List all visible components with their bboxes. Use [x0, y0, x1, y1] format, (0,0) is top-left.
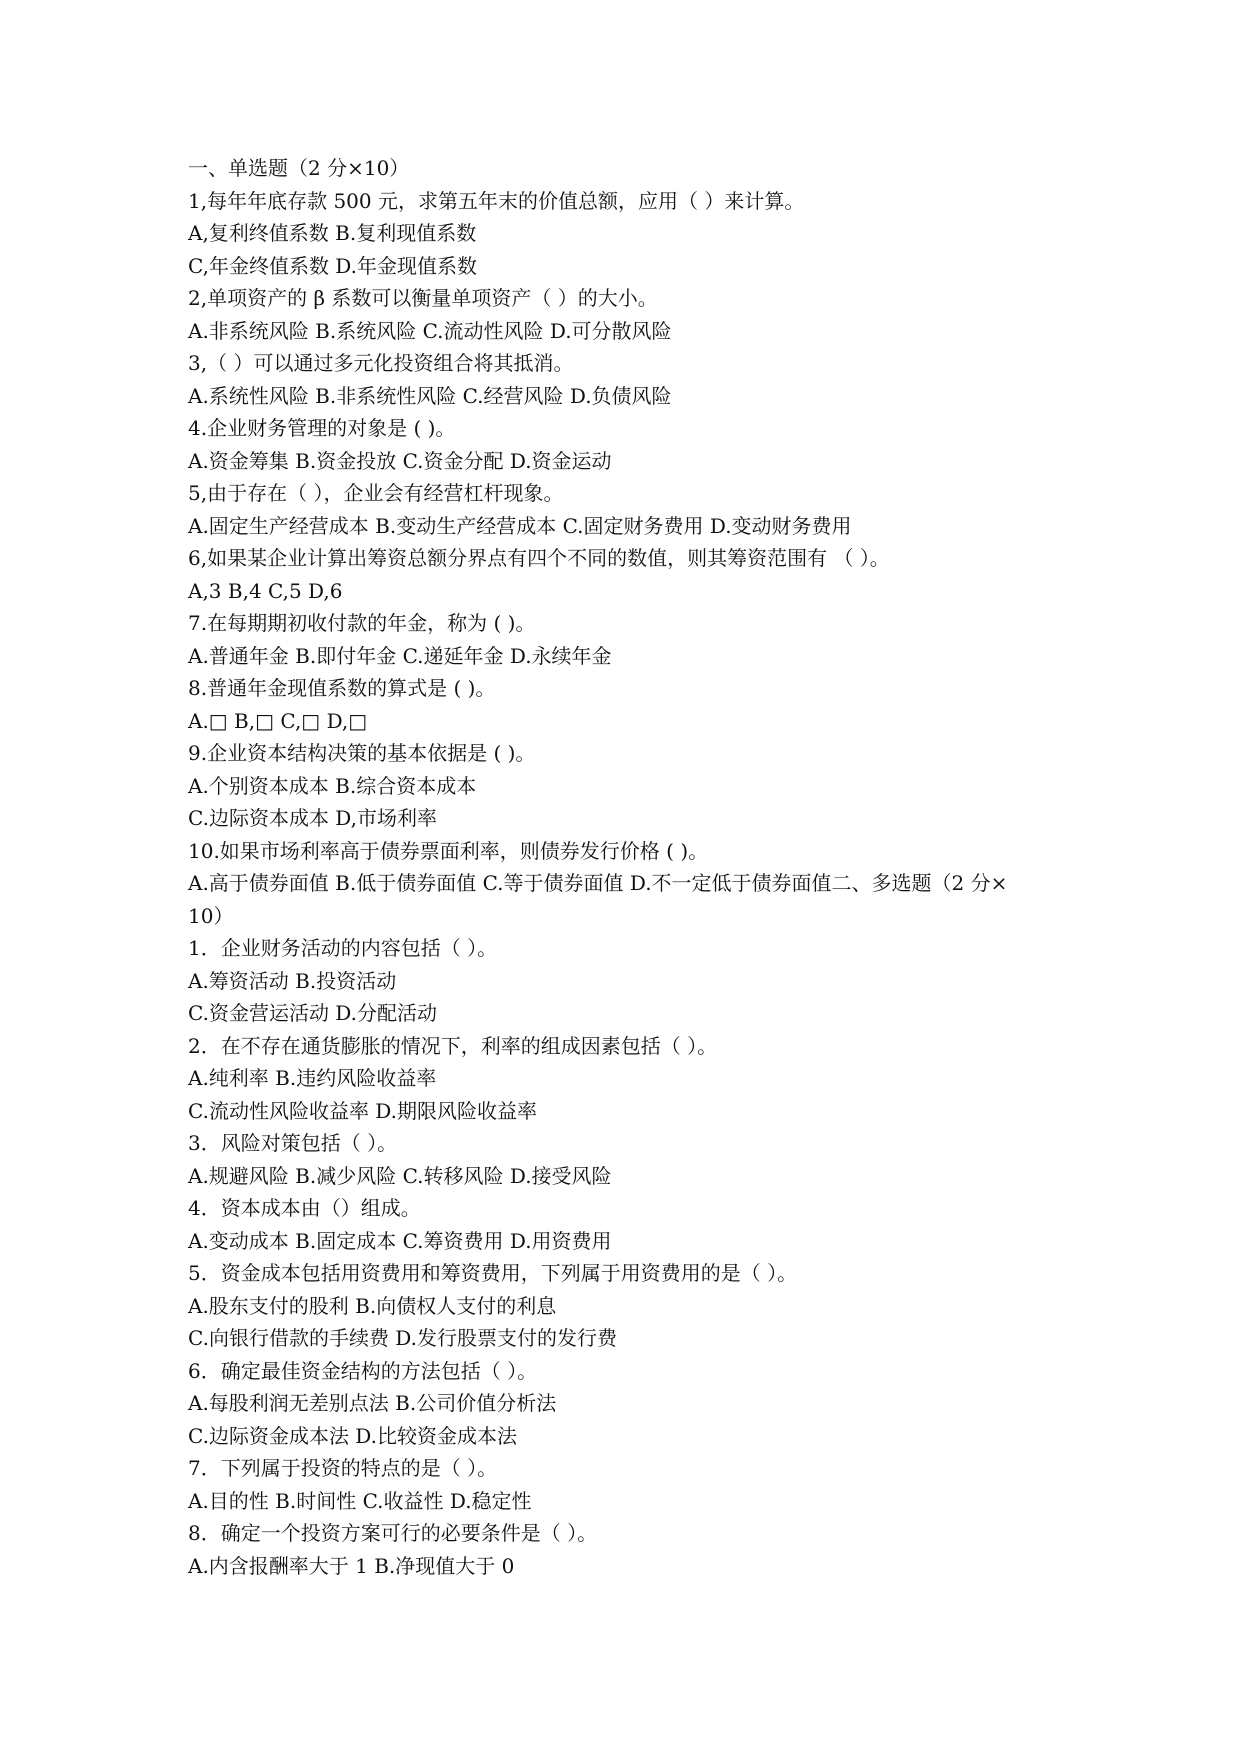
text-line: 6,如果某企业计算出筹资总额分界点有四个不同的数值，则其筹资范围有 （ ）。	[188, 546, 890, 570]
text-line: A.系统性风险 B.非系统性风险 C.经营风险 D.负债风险	[188, 383, 672, 408]
text-line: 3,（ ）可以通过多元化投资组合将其抵消。	[188, 351, 574, 375]
text-line: 一、单选题（2 分×10）	[188, 156, 410, 180]
text-line: A.每股利润无差别点法 B.公司价值分析法	[188, 1391, 557, 1415]
text-line: C.向银行借款的手续费 D.发行股票支付的发行费	[188, 1326, 617, 1350]
text-line: A.规避风险 B.减少风险 C.转移风险 D.接受风险	[188, 1163, 612, 1188]
text-line: 7.在每期期初收付款的年金，称为 ( )。	[188, 611, 536, 635]
text-line: A.固定生产经营成本 B.变动生产经营成本 C.固定财务费用 D.变动财务费用	[188, 513, 852, 538]
text-line: C.资金营运活动 D.分配活动	[188, 1001, 437, 1025]
text-line: 5,由于存在（ ），企业会有经营杠杆现象。	[188, 481, 564, 505]
text-line: C.边际资本成本 D,市场利率	[188, 806, 437, 830]
text-line: A.筹资活动 B.投资活动	[188, 968, 397, 993]
text-line: A,3 B,4 C,5 D,6	[188, 578, 343, 603]
text-line: A.纯利率 B.违约风险收益率	[188, 1066, 437, 1090]
text-line: A.内含报酬率大于 1 B.净现值大于 0	[188, 1553, 515, 1578]
text-line: 3．风险对策包括（ ）。	[188, 1131, 398, 1155]
text-line: 8．确定一个投资方案可行的必要条件是（ ）。	[188, 1521, 598, 1545]
text-line: 7．下列属于投资的特点的是（ ）。	[188, 1456, 498, 1480]
text-line: 1,每年年底存款 500 元，求第五年末的价值总额，应用（ ）来计算。	[188, 188, 805, 213]
text-line: A.高于债券面值 B.低于债券面值 C.等于债券面值 D.不一定低于债券面值二、多选题（2 分×	[188, 871, 1008, 895]
text-line: 8.普通年金现值系数的算式是 ( )。	[188, 676, 496, 700]
text-line: 9.企业资本结构决策的基本依据是 ( )。	[188, 741, 536, 765]
text-line: C.边际资金成本法 D.比较资金成本法	[188, 1423, 517, 1448]
text-line: A.非系统风险 B.系统风险 C.流动性风险 D.可分散风险	[188, 318, 672, 343]
text-line: A.普通年金 B.即付年金 C.递延年金 D.永续年金	[188, 643, 612, 668]
text-line: 2．在不存在通货膨胀的情况下，利率的组成因素包括（ ）。	[188, 1033, 718, 1058]
text-line: 1．企业财务活动的内容包括（ ）。	[188, 936, 498, 960]
text-line: A.目的性 B.时间性 C.收益性 D.稳定性	[188, 1488, 532, 1513]
text-line: 5．资金成本包括用资费用和筹资费用，下列属于用资费用的是（ ）。	[188, 1261, 798, 1285]
text-line: C.流动性风险收益率 D.期限风险收益率	[188, 1098, 537, 1123]
text-line: 10）	[188, 903, 234, 928]
text-line: A.□ B,□ C,□ D,□	[188, 708, 368, 733]
text-line: 4.企业财务管理的对象是 ( )。	[188, 416, 456, 440]
text-line: A,复利终值系数 B.复利现值系数	[188, 221, 477, 245]
text-line: 2,单项资产的 β 系数可以衡量单项资产（ ）的大小。	[188, 286, 658, 310]
document-body	[188, 152, 1078, 1582]
text-line: C,年金终值系数 D.年金现值系数	[188, 253, 477, 278]
text-line: A.变动成本 B.固定成本 C.筹资费用 D.用资费用	[188, 1228, 612, 1253]
text-line: A.资金筹集 B.资金投放 C.资金分配 D.资金运动	[188, 448, 612, 473]
text-line: A.个别资本成本 B.综合资本成本	[188, 773, 477, 798]
text-line: 10.如果市场利率高于债券票面利率，则债券发行价格 ( )。	[188, 838, 709, 863]
text-line: 6．确定最佳资金结构的方法包括（ ）。	[188, 1358, 538, 1383]
text-line: A.股东支付的股利 B.向债权人支付的利息	[188, 1293, 557, 1318]
text-line: 4．资本成本由（）组成。	[188, 1196, 421, 1220]
